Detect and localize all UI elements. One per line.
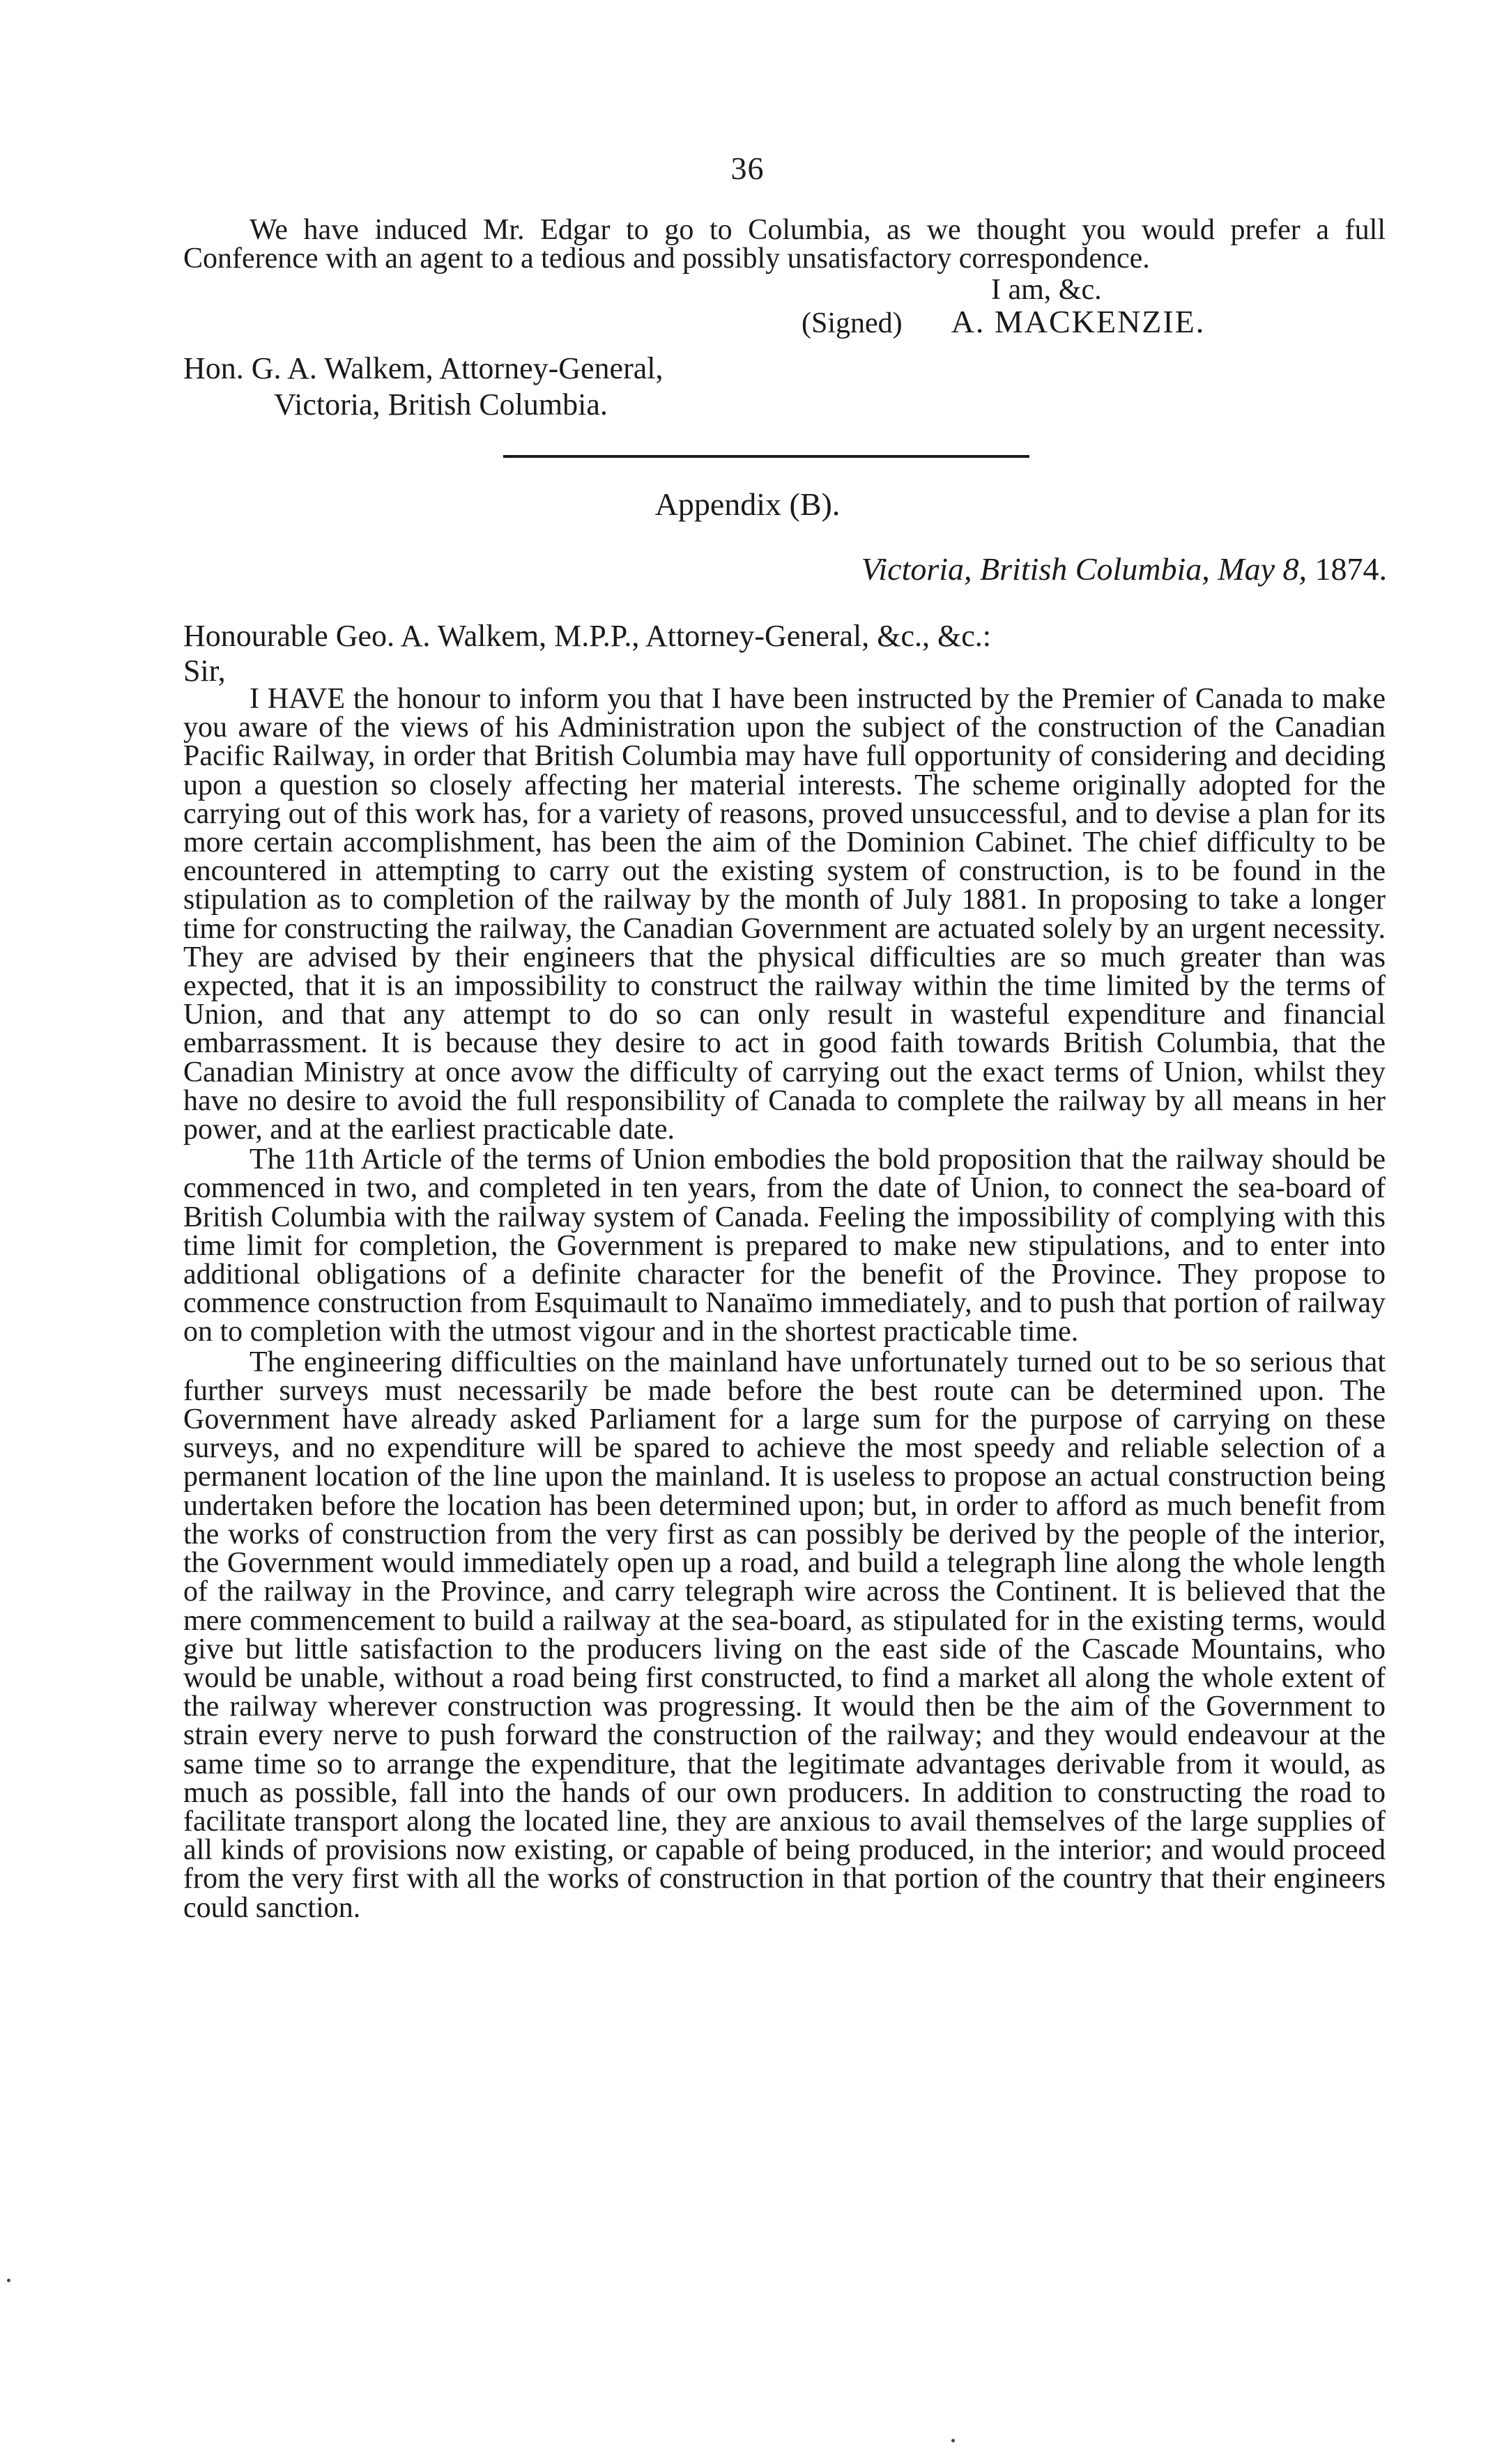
salutation: Sir,	[183, 654, 226, 688]
valediction: I am, &c.	[991, 274, 1102, 306]
appendix-body	[183, 685, 1386, 1923]
signatory-name: A. MACKENZIE.	[951, 304, 1206, 339]
dateline-year: 1874.	[1314, 551, 1387, 587]
signature-block	[802, 274, 1394, 339]
body-paragraph: The 11th Article of the terms of Union embodies the bold proposition that the railway should be commenced in two, and completed in ten years, from the date of Union, to connect the sea-board of British Columbia with the railway system of Canada. Feeling the impossibility of complying with this time limit for completion, the Government is prepared to make new stipulations, and to enter into additional obligations of a definite character for the benefit of the Province. They propose to commence construction from Esquimault to Nanaïmo immediately, and to push that portion of railway on to completion with the utmost vigour and in the shortest practicable time.	[183, 1144, 1386, 1348]
addressee-line-1: Hon. G. A. Walkem, Attorney-General,	[183, 351, 664, 385]
section-divider	[503, 455, 1029, 458]
dateline-place-date: Victoria, British Columbia, May 8,	[861, 551, 1307, 587]
page-number: 36	[730, 151, 765, 186]
scan-speck	[7, 2279, 10, 2282]
signature-row	[802, 306, 1394, 339]
signed-label: (Signed)	[802, 307, 903, 339]
recipient-block	[183, 619, 991, 688]
appendix-title: Appendix (B).	[654, 486, 841, 522]
recipient-line: Honourable Geo. A. Walkem, M.P.P., Attorney-General, &c., &c.:	[183, 619, 991, 653]
scan-speck	[951, 2439, 955, 2442]
addressee-block	[183, 351, 664, 423]
body-paragraph: The engineering difficulties on the mainland have unfortunately turned out to be so serious that further surveys must necessarily be made before the best route can be determined upon. The Government have already asked Parliament for a large sum for the purpose of carrying on these surveys, and no expenditure will be spared to achieve the most speedy and reliable selection of a permanent location of the line upon the mainland. It is useless to propose an actual construction being undertaken before the location has been determined upon; but, in order to afford as much benefit from the works of construction from the very first as can possibly be derived by the people of the interior, the Government would immediately open up a road, and build a telegraph line along the whole length of the railway in the Province, and carry telegraph wire across the Continent. It is believed that the mere commencement to build a railway at the sea-board, as stipulated for in the existing terms, would give but little satisfaction to the producers living on the east side of the Cascade Mountains, who would be unable, without a road being first constructed, to find a market all along the whole extent of the railway wherever construction was progressing. It would then be the aim of the Government to strain every nerve to push forward the construction of the railway; and they would endeavour at the same time so to arrange the expenditure, that the legitimate advantages derivable from it would, as much as possible, fall into the hands of our own producers. In addition to constructing the road to facilitate transport along the located line, they are anxious to avail themselves of the large supplies of all kinds of provisions now existing, or capable of being produced, in the interior; and would proceed from the very first with all the works of construction in that portion of the country that their engineers could sanction.	[183, 1346, 1386, 1924]
appendix-dateline	[861, 550, 1387, 587]
body-paragraph: I HAVE the honour to inform you that I have been instructed by the Premier of Canada to make you aware of the views of his Administration upon the subject of the construction of the Canadian Pacific Railway, in order that British Columbia may have full opportunity of considering and deciding upon a question so closely affecting her material interests. The scheme originally adopted for the carrying out of this work has, for a variety of reasons, proved unsuccessful, and to devise a plan for its more certain accomplishment, has been the aim of the Dominion Cabinet. The chief difficulty to be encountered in attempting to carry out the existing system of construction, is to be found in the stipulation as to completion of the railway by the month of July 1881. In proposing to take a longer time for constructing the railway, the Canadian Government are actuated solely by an urgent necessity. They are advised by their engineers that the physical difficulties are so much greater than was expected, that it is an impossibility to construct the railway within the time limited by the terms of Union, and that any attempt to do so can only result in wasteful expenditure and financial embarrassment. It is because they desire to act in good faith towards British Columbia, that the Canadian Ministry at once avow the difficulty of carrying out the exact terms of Union, whilst they have no desire to avoid the full responsibility of Canada to complete the railway by all means in her power, and at the earliest practicable date.	[183, 683, 1386, 1146]
letter-closing-paragraph	[183, 216, 1386, 273]
addressee-line-2: Victoria, British Columbia.	[274, 387, 608, 422]
closing-paragraph-text: We have induced Mr. Edgar to go to Columbia, as we thought you would prefer a full Conference with an agent to a tedious and possibly unsatisfactory correspondence.	[183, 214, 1386, 275]
